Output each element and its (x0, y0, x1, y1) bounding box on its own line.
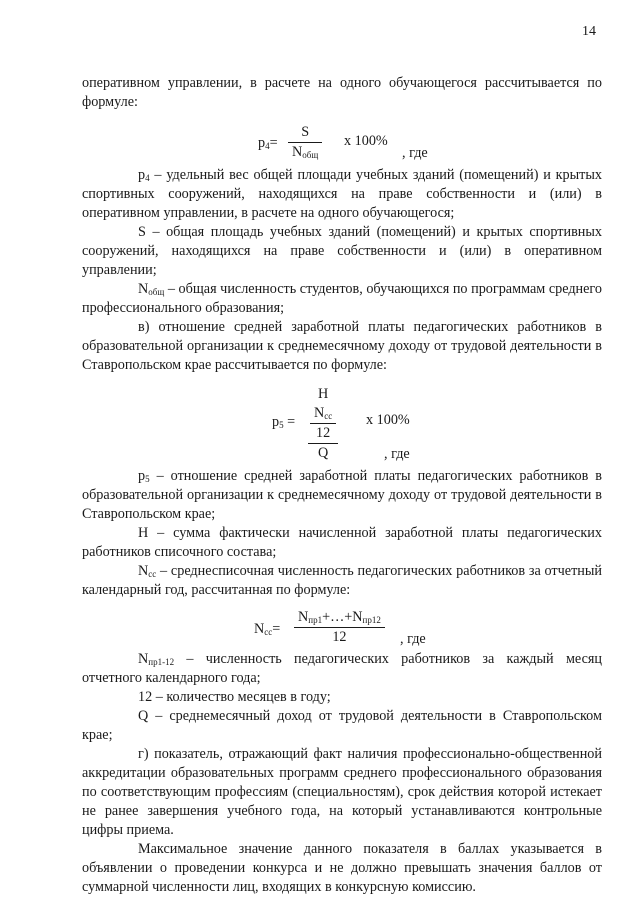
fraction-numerator: S (288, 123, 322, 143)
fraction-numerator: Н $\frac{N_{сс}}{12}$ (308, 385, 338, 444)
formula-lhs: $N_{сс}=$ (254, 621, 281, 637)
fraction-numerator: $N_{пр1}+\dots+N_{пр12}$ (294, 608, 385, 628)
paragraph: S – общая площадь учебных зданий (помещений) и крытых спортивных сооружений, находящихся на праве собственности и (или) в оперативном управлении; (82, 224, 602, 278)
paragraph: $р_5$ – отношение средней заработной платы педагогических работников в образовательной организации к среднемесячному доходу от трудовой деятельности в Ставропольском крае; (82, 468, 602, 522)
paragraph: $N_{пр1-12}$ – численность педагогических работников за каждый месяц отчетного календарного года; (82, 651, 602, 686)
formula-multiplier: x 100% (366, 412, 410, 428)
inner-fraction-denominator: 12 (316, 425, 331, 441)
document-body (82, 74, 602, 897)
paragraph: г) показатель, отражающий факт наличия профессионально-общественной аккредитации образовательных программ среднего профессионального образования по соответствующим профессиям (специальностям), срок действия которой истекает не ранее завершения учебного года, на который устанавливаются контрольные цифры приема. (82, 746, 602, 838)
paragraph: Q – среднемесячный доход от трудовой деятельности в Ставропольском крае; (82, 708, 602, 743)
formula-lhs: $р_5$ = (272, 414, 296, 430)
paragraph: Максимальное значение данного показателя в баллах указывается в объявлении о проведении конкурса и не должно превышать значения баллов от суммарной численности лиц, входящих в конкурсную комиссию. (82, 841, 602, 895)
paragraph: $N_{общ}$ – общая численность студентов, обучающихся по программам среднего профессионального образования; (82, 281, 602, 316)
formula-compound-fraction (308, 385, 338, 463)
formula-where: , где (384, 446, 410, 462)
formula-lhs: $р_4=$ (258, 135, 278, 151)
formula-fraction (294, 608, 385, 647)
formula-p5 (82, 375, 602, 467)
inner-fraction-numerator: $N_{сс}$ (310, 404, 336, 424)
formula-where: , где (400, 631, 426, 647)
inner-fraction (310, 404, 336, 443)
page-number: 14 (582, 24, 596, 39)
formula-ncc (82, 600, 602, 650)
formula-p4 (82, 112, 602, 166)
paragraph: Н – сумма фактически начисленной заработной платы педагогических работников списочного состава; (82, 525, 602, 560)
paragraph: оперативном управлении, в расчете на одного обучающегося рассчитывается по формуле: (82, 75, 602, 110)
formula-multiplier: x 100% (344, 133, 388, 149)
paragraph: в) отношение средней заработной платы педагогических работников в образовательной организации к среднемесячному доходу от трудовой деятельности в Ставропольском крае рассчитывается по формуле: (82, 319, 602, 373)
paragraph: $N_{сс}$ – среднесписочная численность педагогических работников за отчетный календарный год, рассчитанная по формуле: (82, 563, 602, 598)
formula-fraction (288, 123, 322, 162)
fraction-denominator: Q (318, 445, 329, 461)
fraction-denominator: $N_{общ}$ (292, 144, 319, 160)
paragraph: 12 – количество месяцев в году; (138, 689, 331, 705)
formula-where: , где (402, 145, 428, 161)
paragraph: $р_4$ – удельный вес общей площади учебных зданий (помещений) и крытых спортивных сооружений, находящихся на праве собственности и (или) в оперативном управлении, в расчете на одного обучающегося; (82, 167, 602, 221)
fraction-denominator: 12 (332, 629, 347, 645)
